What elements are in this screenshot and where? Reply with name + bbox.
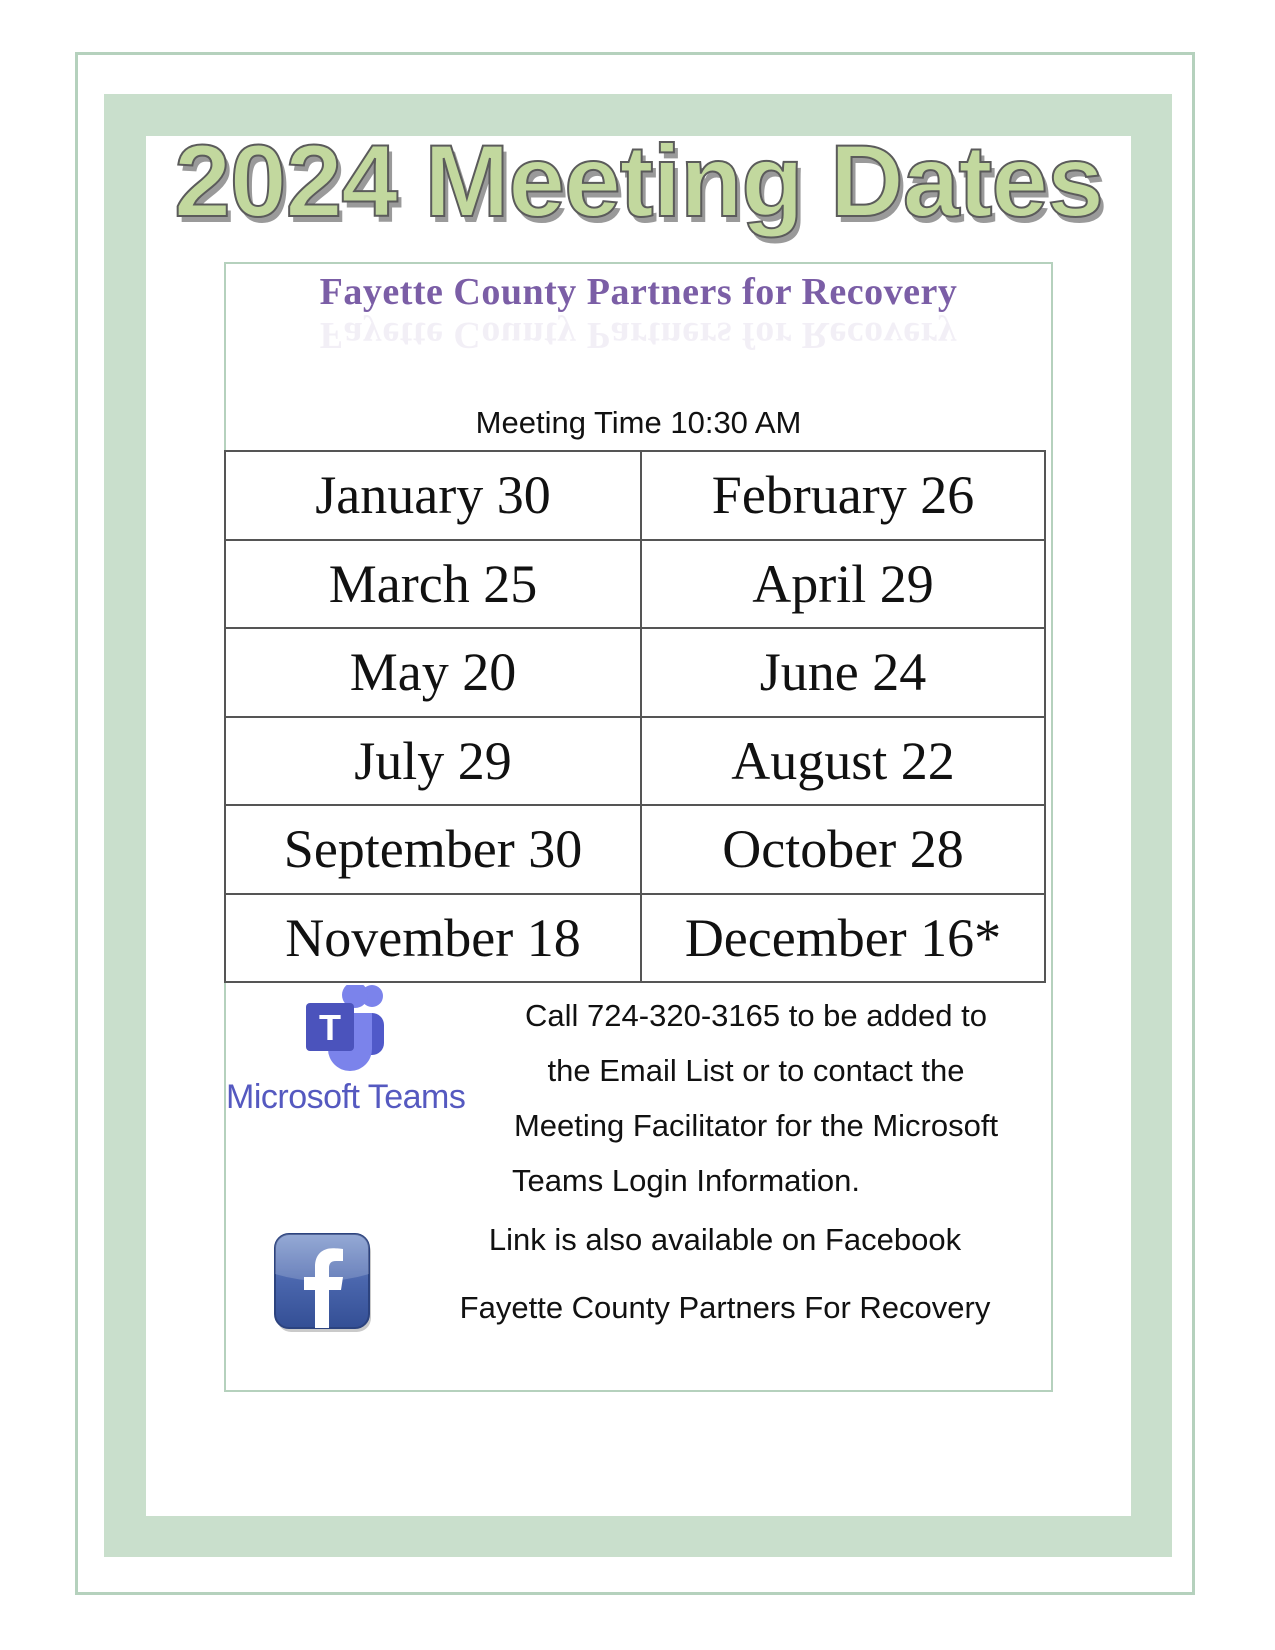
organization-name: Fayette County Partners for Recovery bbox=[319, 271, 958, 313]
meeting-dates-table bbox=[224, 450, 1046, 983]
organization-name-reflection: Fayette County Partners for Recovery bbox=[319, 314, 958, 356]
date-cell: September 30 bbox=[225, 805, 641, 894]
table-row bbox=[225, 894, 1045, 983]
date-cell: March 25 bbox=[225, 540, 641, 629]
date-cell: June 24 bbox=[641, 628, 1045, 717]
date-cell: December 16* bbox=[641, 894, 1045, 983]
table-row bbox=[225, 717, 1045, 806]
date-cell: February 26 bbox=[641, 451, 1045, 540]
microsoft-teams-wordmark: Microsoft Teams bbox=[226, 1078, 466, 1116]
contact-instructions bbox=[426, 988, 1086, 1208]
date-cell: May 20 bbox=[225, 628, 641, 717]
contact-line: Teams Login Information. bbox=[511, 1163, 861, 1198]
facebook-availability-text: Link is also available on Facebook bbox=[488, 1222, 962, 1257]
date-cell: November 18 bbox=[225, 894, 641, 983]
table-row bbox=[225, 540, 1045, 629]
table-row bbox=[225, 805, 1045, 894]
date-cell: October 28 bbox=[641, 805, 1045, 894]
contact-line: Meeting Facilitator for the Microsoft bbox=[513, 1108, 999, 1143]
contact-line: the Email List or to contact the bbox=[547, 1053, 965, 1088]
date-cell: April 29 bbox=[641, 540, 1045, 629]
date-cell: August 22 bbox=[641, 717, 1045, 806]
facebook-icon bbox=[273, 1232, 375, 1334]
table-row bbox=[225, 451, 1045, 540]
facebook-page-name: Fayette County Partners For Recovery bbox=[459, 1290, 991, 1325]
contact-line: Call 724-320-3165 to be added to bbox=[525, 998, 987, 1033]
meeting-time: Meeting Time 10:30 AM bbox=[475, 405, 802, 440]
table-row bbox=[225, 628, 1045, 717]
date-cell: July 29 bbox=[225, 717, 641, 806]
page-title: 2024 Meeting Dates bbox=[174, 124, 1103, 238]
teams-icon-letter: T bbox=[319, 1007, 341, 1048]
date-cell: January 30 bbox=[225, 451, 641, 540]
